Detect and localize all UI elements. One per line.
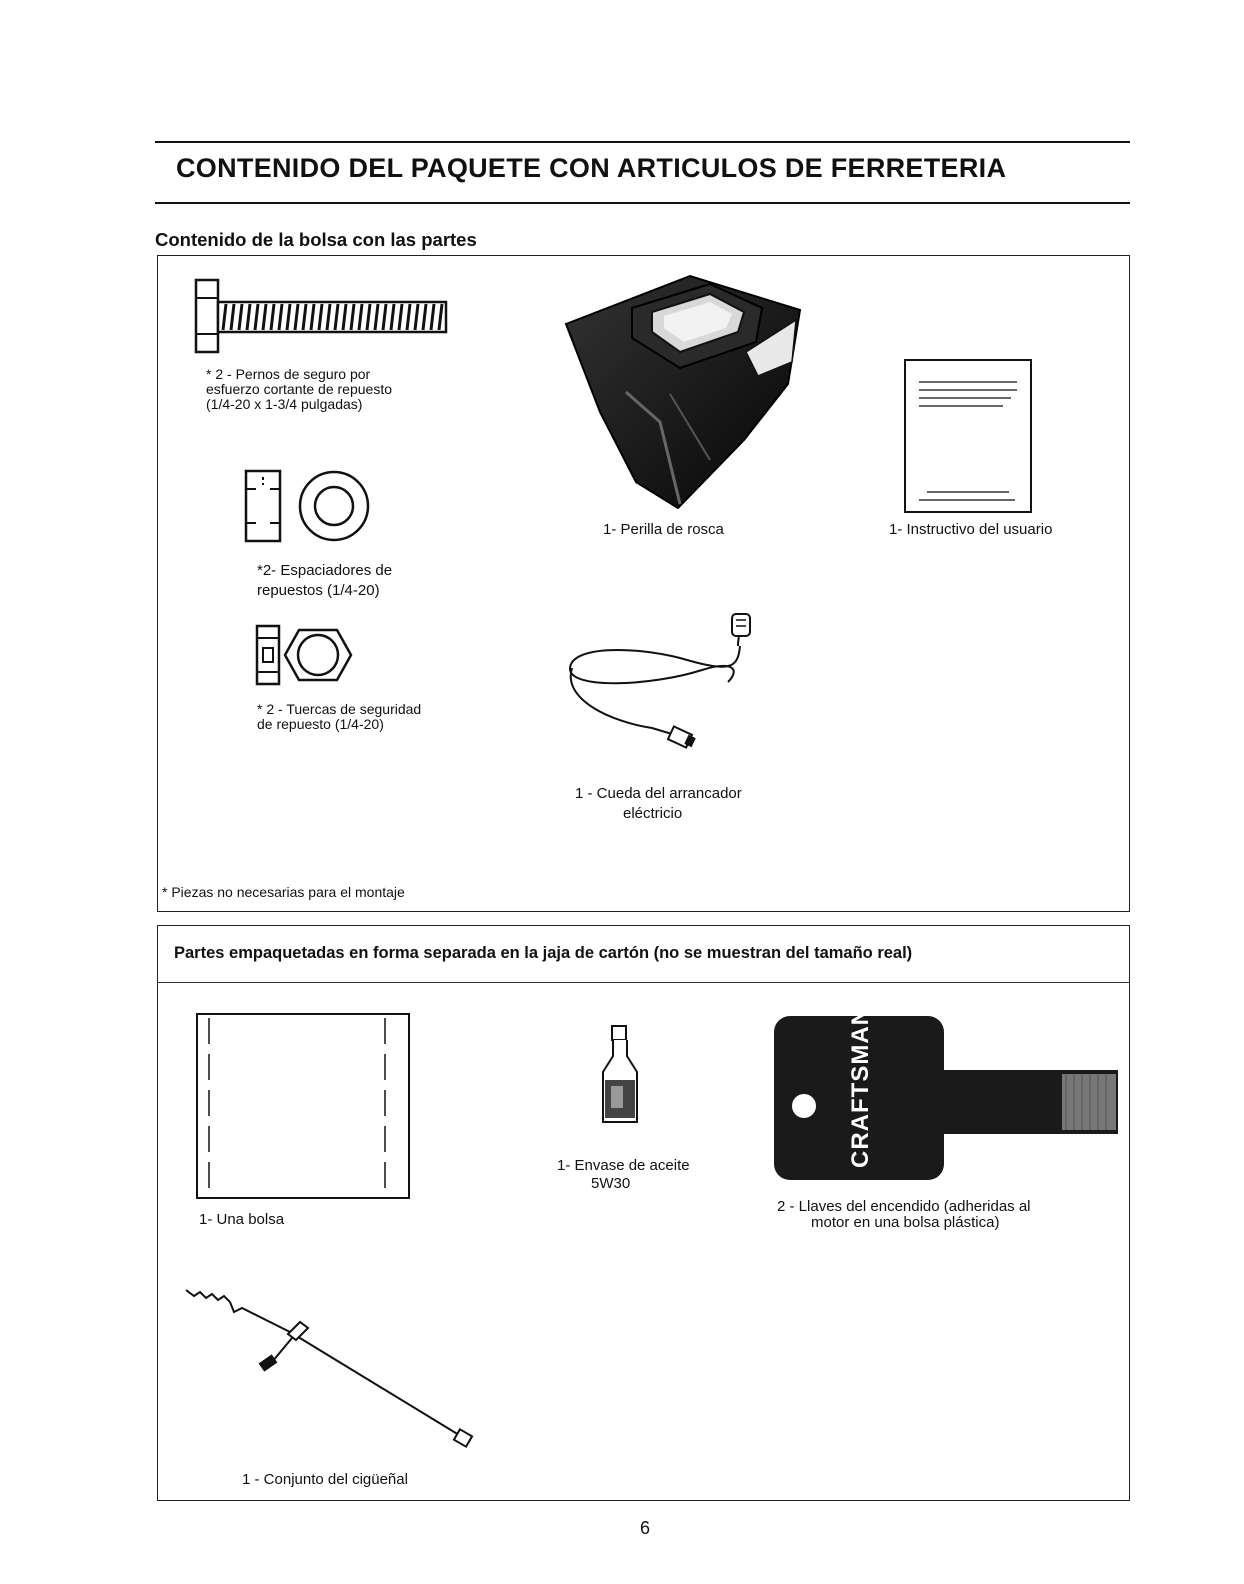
spacer-caption: *2- Espaciadores de repuestos (1/4-20) xyxy=(257,562,393,599)
ignition-key-icon xyxy=(772,1007,1120,1184)
key-caption: 2 - Llaves del encendido (adheridas al motor en una bolsa plástica) xyxy=(777,1198,1031,1231)
separate-parts-divider xyxy=(158,982,1129,983)
title-underline xyxy=(155,202,1130,204)
oil-caption: 1- Envase de aceite 5W30 xyxy=(557,1157,690,1192)
manual-caption: 1- Instructivo del usuario xyxy=(889,521,1053,538)
separate-parts-header: Partes empaquetadas en forma separada en la jaja de cartón (no se muestran del tamaño real) xyxy=(174,944,913,962)
bag-icon xyxy=(195,1012,411,1200)
cord-caption: 1 - Cueda del arrancador eléctricio xyxy=(575,785,742,822)
crank-caption: 1 - Conjunto del cigüeñal xyxy=(242,1471,408,1488)
knob-icon xyxy=(560,272,808,512)
page-number: 6 xyxy=(639,1518,650,1538)
footnote: * Piezas no necesarias para el montaje xyxy=(162,884,405,900)
bag-caption: 1- Una bolsa xyxy=(199,1211,285,1228)
section-subtitle: Contenido de la bolsa con las partes xyxy=(155,229,477,250)
oil-bottle-icon xyxy=(597,1022,643,1128)
spacer-icon xyxy=(244,467,374,547)
manual-icon xyxy=(903,358,1033,516)
bolt-icon xyxy=(192,276,452,356)
cord-icon xyxy=(552,610,767,760)
page-title: CONTENIDO DEL PAQUETE CON ARTICULOS DE FERRETERIA xyxy=(176,153,1007,183)
locknut-caption: * 2 - Tuercas de seguridad de repuesto (1/4-20) xyxy=(257,701,422,732)
crank-assembly-icon xyxy=(180,1282,480,1448)
knob-caption: 1- Perilla de rosca xyxy=(603,521,724,538)
bolt-caption: * 2 - Pernos de seguro por esfuerzo cortante de repuesto (1/4-20 x 1-3/4 pulgadas) xyxy=(206,366,393,412)
locknut-icon xyxy=(255,620,355,690)
top-rule xyxy=(155,141,1130,143)
key-brand-text: CRAFTSMAN xyxy=(847,1007,874,1168)
